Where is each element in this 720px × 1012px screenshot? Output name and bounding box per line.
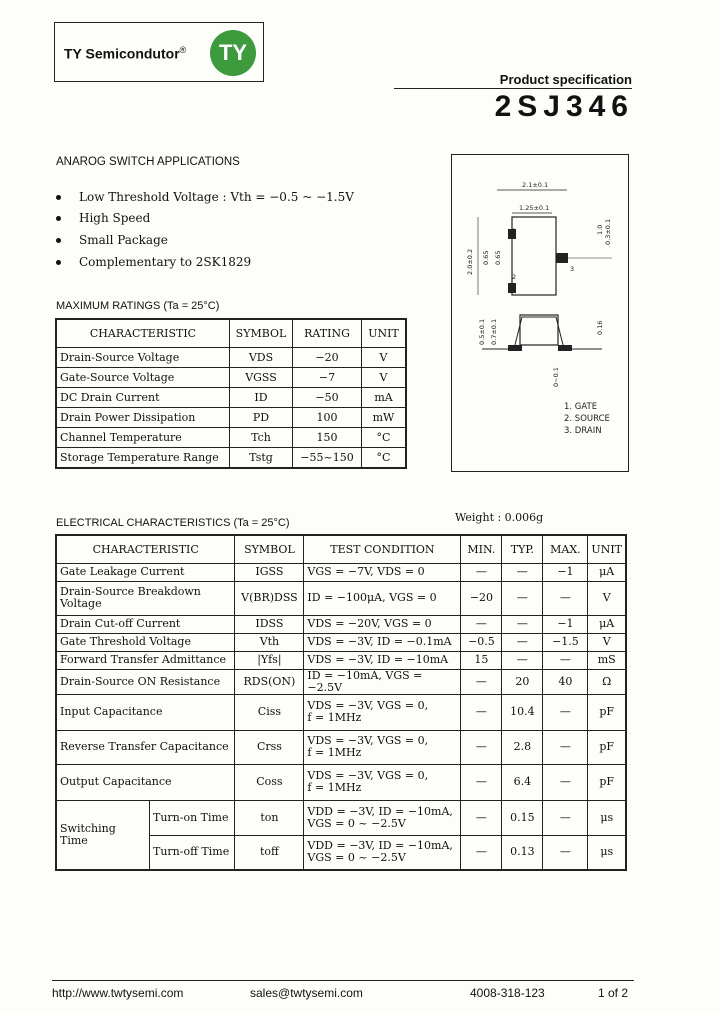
- part-number: 2SJ346: [494, 90, 634, 123]
- package-side-body: [520, 315, 558, 345]
- table-row: Forward Transfer Admittance |Yfs| VDS = −3V, ID = −10mA 15 — — mS: [56, 651, 626, 669]
- table-row: Drain Cut-off Current IDSS VDS = −20V, VGS = 0 — — −1 μA: [56, 615, 626, 633]
- table-row: Drain-Source Breakdown Voltage V(BR)DSS ID = −100μA, VGS = 0 −20 — — V: [56, 581, 626, 615]
- table-row: Input Capacitance Ciss VDS = −3V, VGS = 0, f = 1MHz — 10.4 — pF: [56, 694, 626, 730]
- applications-title: ANAROG SWITCH APPLICATIONS: [56, 156, 240, 168]
- table-row: Switching Time Turn-on Time ton VDD = −3V, ID = −10mA, VGS = 0 ~ −2.5V — 0.15 — μs: [56, 800, 626, 835]
- pin-number: 3: [570, 265, 575, 273]
- table-row: Gate-Source Voltage VGSS −7 V: [56, 367, 406, 387]
- feature-item: Low Threshold Voltage : Vth = −0.5 ~ −1.5V: [56, 190, 354, 204]
- package-drawing: [452, 155, 628, 471]
- elec-table: [55, 534, 627, 871]
- footer-email[interactable]: sales@twtysemi.com: [250, 986, 363, 1000]
- table-row: Reverse Transfer Capacitance Crss VDS = −3V, VGS = 0, f = 1MHz — 2.8 — pF: [56, 730, 626, 764]
- company-name: TY Semicondutor®: [64, 45, 187, 62]
- col-header: TEST CONDITION: [304, 535, 461, 563]
- col-header: MAX.: [543, 535, 588, 563]
- bullet-icon: [56, 216, 61, 221]
- col-header: UNIT: [362, 319, 407, 347]
- table-row: Drain-Source ON Resistance RDS(ON) ID = −10mA, VGS = −2.5V — 20 40 Ω: [56, 669, 626, 694]
- header-rule: [394, 88, 632, 89]
- dim-label: 0.3±0.1: [604, 218, 612, 245]
- dim-label: 1.0: [596, 224, 604, 235]
- doc-type: Product specification: [499, 72, 632, 87]
- page-number: 1 of 2: [598, 986, 629, 1000]
- col-header: UNIT: [588, 535, 626, 563]
- bullet-icon: [56, 238, 61, 243]
- feature-item: Small Package: [56, 233, 168, 247]
- pin-number: 2: [512, 273, 517, 281]
- table-row: DC Drain Current ID −50 mA: [56, 387, 406, 407]
- table-row: Drain-Source Voltage VDS −20 V: [56, 347, 406, 367]
- dim-label: 0.7±0.1: [490, 318, 498, 345]
- bullet-icon: [56, 260, 61, 265]
- dim-label: 2.1±0.1: [522, 181, 549, 189]
- max-ratings-table: [55, 318, 407, 469]
- table-row: Gate Threshold Voltage Vth VDS = −3V, ID = −0.1mA −0.5 — −1.5 V: [56, 633, 626, 651]
- footer-phone: 4008-318-123: [470, 986, 545, 1000]
- col-header: CHARACTERISTIC: [56, 319, 230, 347]
- package-outline-box: [451, 154, 629, 472]
- feature-item: High Speed: [56, 211, 150, 225]
- dim-label: 0~0.1: [552, 367, 560, 387]
- table-row: Drain Power Dissipation PD 100 mW: [56, 407, 406, 427]
- dim-label: 0.16: [596, 320, 604, 335]
- pin-number: 1: [512, 227, 517, 235]
- pin-legend: 1. GATE: [564, 402, 598, 412]
- weight-note: Weight : 0.006g: [455, 511, 544, 524]
- table-row: Gate Leakage Current IGSS VGS = −7V, VDS = 0 — — −1 μA: [56, 563, 626, 581]
- dim-label: 0.65: [482, 250, 490, 265]
- pin-legend: 3. DRAIN: [564, 426, 602, 436]
- dim-label: 0.65: [494, 250, 502, 265]
- col-header: SYMBOL: [235, 535, 304, 563]
- footer-url[interactable]: http://www.twtysemi.com: [52, 986, 184, 1000]
- switching-time-label: Switching Time: [56, 800, 150, 870]
- table-row: Turn-off Time toff VDD = −3V, ID = −10mA, VGS = 0 ~ −2.5V — 0.13 — μs: [56, 835, 626, 870]
- elec-title: ELECTRICAL CHARACTERISTICS (Ta = 25°C): [56, 517, 290, 529]
- bullet-icon: [56, 195, 61, 200]
- table-row: Output Capacitance Coss VDS = −3V, VGS = 0, f = 1MHz — 6.4 — pF: [56, 764, 626, 800]
- col-header: MIN.: [461, 535, 502, 563]
- pin-legend: 2. SOURCE: [564, 414, 610, 424]
- dim-label: 1.25±0.1: [519, 204, 550, 212]
- pin-2: [508, 283, 516, 293]
- dim-label: 2.0±0.2: [466, 248, 474, 275]
- table-row: Channel Temperature Tch 150 °C: [56, 427, 406, 447]
- col-header: CHARACTERISTIC: [56, 535, 235, 563]
- feature-item: Complementary to 2SK1829: [56, 255, 251, 269]
- ty-logo-icon: TY: [210, 30, 256, 76]
- col-header: RATING: [293, 319, 362, 347]
- table-row: Storage Temperature Range Tstg −55~150 °C: [56, 447, 406, 468]
- package-body: [512, 217, 556, 295]
- max-ratings-title: MAXIMUM RATINGS (Ta = 25°C): [56, 300, 220, 312]
- footer-rule: [52, 980, 634, 981]
- col-header: SYMBOL: [230, 319, 293, 347]
- dim-label: 0.5±0.1: [478, 318, 486, 345]
- col-header: TYP.: [502, 535, 543, 563]
